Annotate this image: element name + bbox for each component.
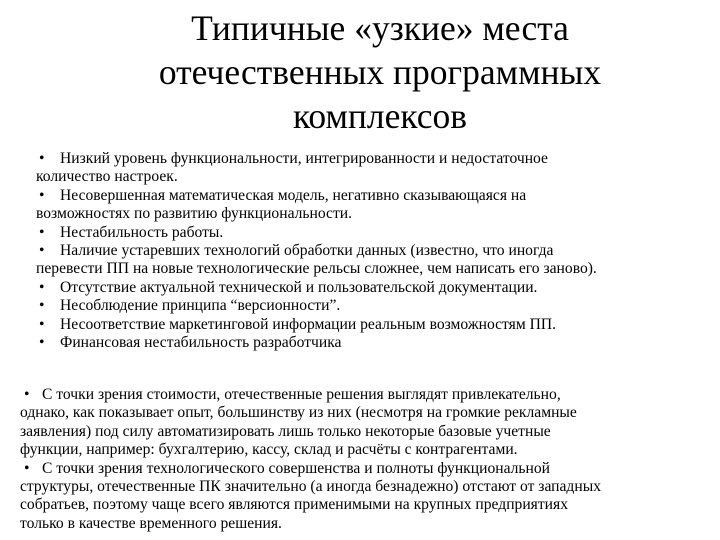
bullet-icon: • [39,242,45,260]
list-item-line [36,242,716,260]
list-item [36,279,716,297]
list-item-line [20,386,716,404]
list-item-line [36,279,716,297]
slide-title-line: Типичные «узкие» места [191,8,569,48]
list-item [36,297,716,315]
list-item [36,224,716,242]
list-item-line [36,334,716,352]
list-item-text: С точки зрения стоимости, отечественные решения выглядят привлекательно, [42,386,561,403]
slide-title-line: комплексов [292,96,468,136]
list-item-line: однако, как показывает опыт, большинству из них (несмотря на громкие рекламные [20,404,577,422]
list-item [36,316,716,334]
list-item-line: перевести ПП на новые технологические рельсы сложнее, чем написать его заново). [36,260,597,278]
list-item-text: Нестабильность работы. [60,223,224,241]
list-item-line: заявления) под силу автоматизировать лишь только некоторые базовые учетные [20,422,551,440]
list-item-text: Отсутствие актуальной технической и пользовательской документации. [60,278,538,296]
list-item-text: Наличие устаревших технологий обработки данных (известно, что иногда [60,242,554,260]
list-item-line: только в качестве временного решения. [20,514,282,532]
list-item-text: Несовершенная математическая модель, негативно сказывающаяся на [60,186,527,204]
list-item-line: собратьев, поэтому чаще всего являются применимыми на крупных предприятиях [20,496,568,514]
list-item-text: Несоответствие маркетинговой информации реальным возможностям ПП. [60,315,557,333]
list-item [36,150,716,187]
list-item-line [20,460,716,478]
list-item [20,460,716,534]
bullet-icon: • [39,334,45,352]
bottlenecks-list [36,150,716,352]
list-item-text: Финансовая нестабильность разработчика [60,334,342,352]
list-item-line [36,224,716,242]
list-item [36,334,716,352]
list-item [20,386,716,460]
list-item-text: Низкий уровень функциональности, интегрированности и недостаточное [60,150,548,167]
bullet-icon: • [39,297,45,315]
bullet-icon: • [39,315,45,333]
bullet-icon: • [24,459,30,477]
bullet-icon: • [39,223,45,241]
list-item-line: функции, например: бухгалтерию, кассу, склад и расчёты с контрагентами. [20,441,518,459]
list-item-line: количество настроек. [36,168,178,186]
list-item-line [36,316,716,334]
slide-title [60,6,700,138]
bullet-icon: • [39,278,45,296]
list-item-text: С точки зрения технологического совершенства и полноты функциональной [42,459,551,477]
bullet-icon: • [39,150,45,167]
conclusions-list [20,386,716,533]
slide-title-line: отечественных программных [158,52,602,92]
list-item-line: возможностях по развитию функциональности. [36,205,353,223]
bullet-icon: • [39,186,45,204]
list-item-line [36,187,716,205]
list-item [36,187,716,224]
list-item-line: структуры, отечественные ПК значительно (а иногда безнадежно) отстают от западных [20,478,601,496]
list-item [36,242,716,279]
list-item-text: Несоблюдение принципа “версионности”. [60,297,341,315]
bullet-icon: • [24,386,30,403]
list-item-line [36,297,716,315]
list-item-line [36,150,716,168]
